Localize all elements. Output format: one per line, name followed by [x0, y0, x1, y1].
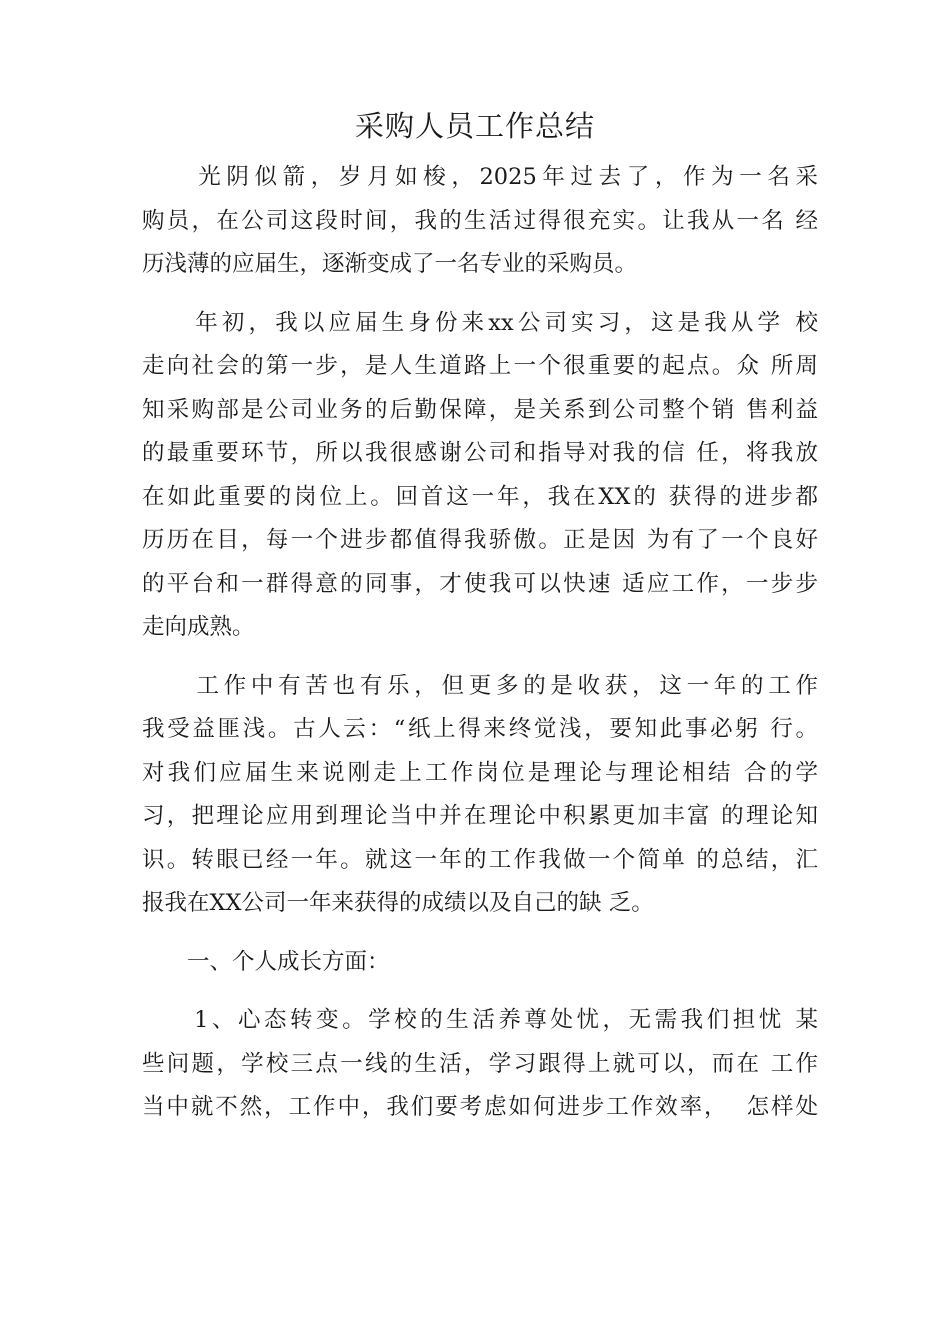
section-heading [142, 941, 818, 985]
document-title: 采购人员工作总结 [354, 109, 595, 143]
text-line: 的最重要环节，所以我很感谢公司和指导对我的信 任，将我放 [142, 440, 818, 466]
text-line: 1、心态转变。学校的生活养尊处忧，无需我们担忧 某 [142, 1007, 818, 1033]
text-line: 识。转眼已经一年。就这一年的工作我做一个简单 的总结，汇 [142, 846, 818, 873]
document-body [142, 156, 818, 1130]
text-line: 一、个人成长方面： [142, 948, 390, 975]
text-line: 知采购部是公司业务的后勤保障，是关系到公司整个销 售利益 [142, 396, 818, 423]
text-line: 历浅薄的应届生，逐渐变成了一名专业的采购员。 [142, 251, 638, 277]
text-line: 的平台和一群得意的同事，才使我可以快速 适应工作，一步步 [142, 570, 818, 597]
text-line: 走向成熟。 [142, 614, 255, 640]
text-line: 些问题，学校三点一线的生活，学习跟得上就可以，而在 工作 [142, 1050, 818, 1077]
paragraph-3 [142, 665, 818, 926]
text-line: 我受益匪浅。古人云：“纸上得来终觉浅，要知此事必躬 行。 [142, 716, 818, 742]
text-line: 在如此重要的岗位上。回首这一年，我在XX的 获得的进步都 [142, 483, 818, 510]
paragraph-4 [142, 999, 818, 1130]
text-line: 当中就不然，工作中，我们要考虑如何进步工作效率， 怎样处 [142, 1094, 818, 1120]
text-line: 对我们应届生来说刚走上工作岗位是理论与理论相结 合的学 [142, 759, 818, 786]
text-line: 习，把理论应用到理论当中并在理论中积累更加丰富 的理论知 [142, 803, 818, 829]
text-line: 报我在XX公司一年来获得的成绩以及自己的缺 乏。 [142, 890, 654, 916]
text-line: 工作中有苦也有乐，但更多的是收获，这一年的工作 [142, 672, 818, 699]
paragraph-1 [142, 156, 818, 287]
text-line: 光阴似箭，岁月如梭，2025年过去了，作为一名采 [142, 164, 818, 190]
text-line: 购员，在公司这段时间，我的生活过得很充实。让我从一名 经 [142, 207, 818, 234]
paragraph-2 [142, 302, 818, 650]
text-line: 年初，我以应届生身份来xx公司实习，这是我从学 校 [142, 309, 818, 336]
text-line: 走向社会的第一步，是人生道路上一个很重要的起点。众 所周 [142, 353, 818, 379]
text-line: 历历在目，每一个进步都值得我骄傲。正是因 为有了一个良好 [142, 527, 818, 553]
